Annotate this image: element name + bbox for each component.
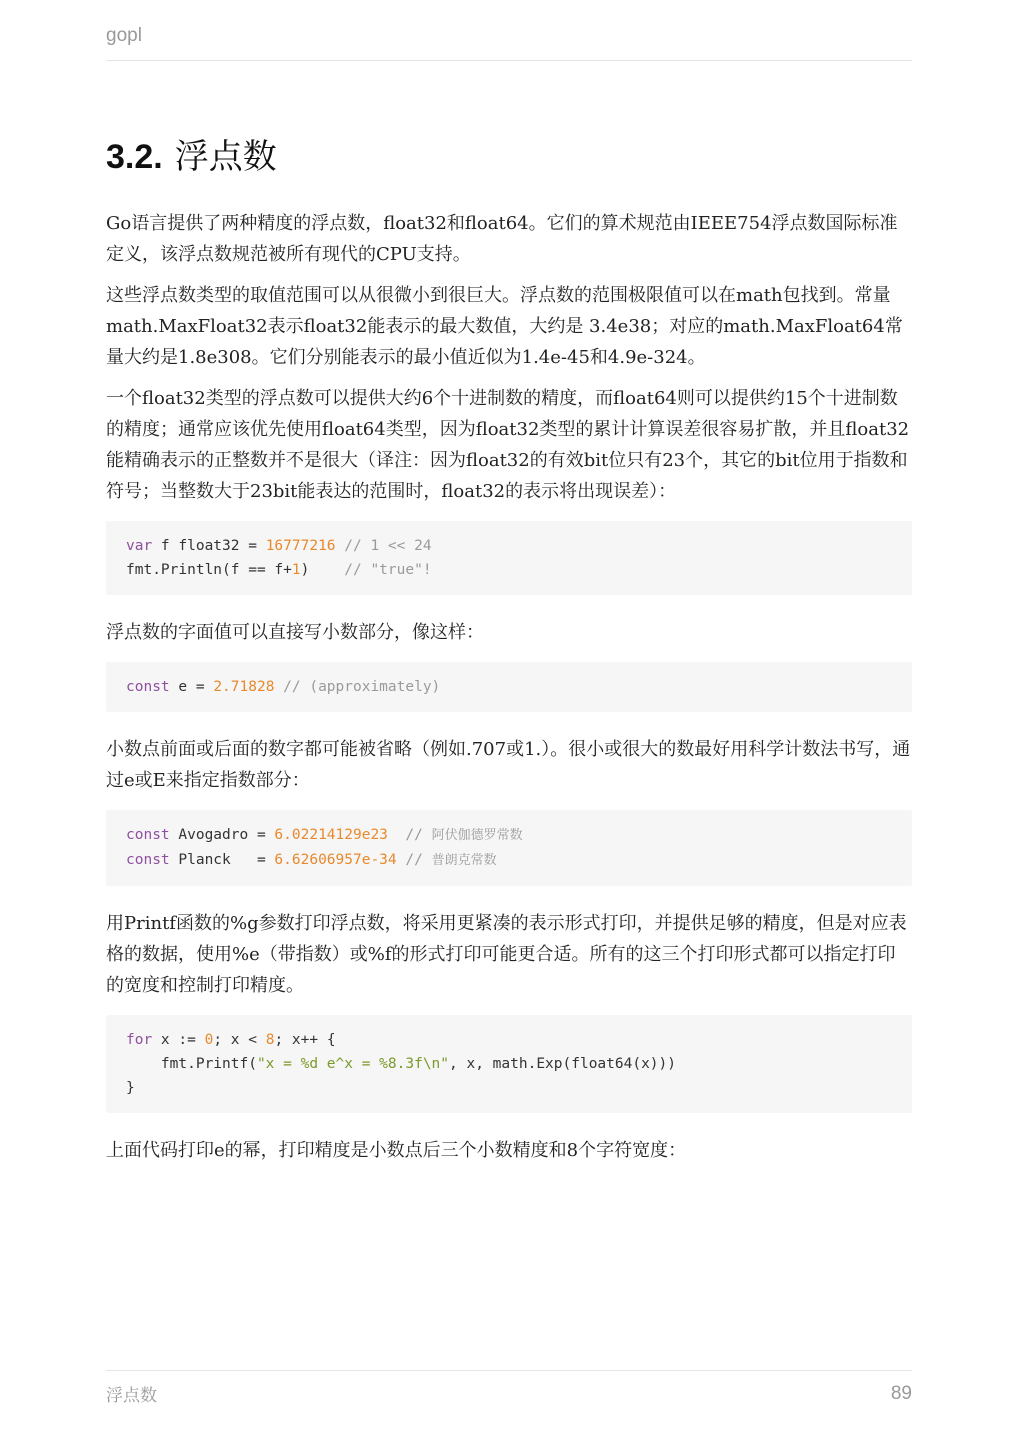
- code-text: f float32 =: [152, 538, 266, 554]
- code-text: fmt.Printf(: [126, 1056, 257, 1072]
- code-keyword: for: [126, 1032, 153, 1048]
- code-block-constants: [106, 810, 912, 886]
- code-number: 16777216: [265, 538, 336, 554]
- code-text: fmt.Println(f == f+: [126, 562, 292, 578]
- paragraph-intro: Go语言提供了两种精度的浮点数，float32和float64。它们的算术规范由IEEE754浮点数国际标准定义，该浮点数规范被所有现代的CPU支持。: [106, 213, 898, 265]
- code-comment: //: [387, 827, 432, 843]
- code-text: ; x++ {: [274, 1032, 336, 1048]
- paragraph-printf: 用Printf函数的%g参数打印浮点数，将采用更紧凑的表示形式打印，并提供足够的精度，但是对应表格的数据，使用%e（带指数）或%f的形式打印可能更合适。所有的这三个打印形式都可以指定打印的宽度和控制打印精度。: [106, 913, 907, 996]
- code-text: x :=: [152, 1032, 205, 1048]
- paragraph-literal: 浮点数的字面值可以直接写小数部分，像这样：: [106, 622, 484, 643]
- paragraph-precision: 一个float32类型的浮点数可以提供大约6个十进制数的精度，而float64则可以提供约15个十进制数的精度；通常应该优先使用float64类型，因为float32类型的累计计算误差很容易扩散，并且float32能精确表示的正整数并不是很大（译注：因为float32的有效bit位只有23个，其它的bit位用于指数和符号；当整数大于23bit能表达的范围时，float32的表示将出现误差）：: [106, 388, 910, 502]
- code-block-loop: [106, 1015, 912, 1113]
- code-block-const-e: [106, 662, 912, 712]
- section-heading: [106, 134, 912, 180]
- code-number: 6.62606957e-34: [274, 852, 397, 868]
- section-title: 浮点数: [174, 137, 277, 177]
- code-text: }: [126, 1080, 135, 1096]
- main-content: [106, 134, 912, 1176]
- page-footer: [106, 1370, 912, 1421]
- code-comment: // 1 << 24: [335, 538, 432, 554]
- paragraph-range: 这些浮点数类型的取值范围可以从很微小到很巨大。浮点数的范围极限值可以在math包找到。常量math.MaxFloat32表示float32能表示的最大数值，大约是 3.4e38；对应的math.MaxFloat64常量大约是1.8e308。它们分别能表示的最小值近似为1.4e-45和4.9e-324。: [106, 285, 903, 368]
- code-comment: // (approximately): [274, 679, 441, 695]
- code-text: Avogadro =: [169, 827, 275, 843]
- code-number: 8: [265, 1032, 275, 1048]
- code-number: 0: [204, 1032, 214, 1048]
- code-comment: //: [396, 852, 432, 868]
- code-block-float32: [106, 521, 912, 595]
- code-number: 2.71828: [213, 679, 275, 695]
- code-comment-cjk: 阿伏伽德罗常数: [431, 828, 523, 843]
- code-keyword: var: [126, 538, 153, 554]
- paragraph-scientific: 小数点前面或后面的数字都可能被省略（例如.707或1.）。很小或很大的数最好用科学计数法书写，通过e或E来指定指数部分：: [106, 739, 911, 791]
- code-text: Planck =: [169, 852, 275, 868]
- code-number: 6.02214129e23: [274, 827, 388, 843]
- code-keyword: const: [126, 679, 170, 695]
- code-keyword: const: [126, 852, 170, 868]
- code-text: ): [300, 562, 345, 578]
- page-header: [106, 24, 912, 61]
- code-text: e =: [169, 679, 214, 695]
- footer-section-name: 浮点数: [106, 1386, 157, 1406]
- code-text: , x, math.Exp(float64(x))): [449, 1056, 676, 1072]
- page-number: 89: [890, 1383, 912, 1404]
- code-text: ; x <: [213, 1032, 266, 1048]
- code-number: 1: [291, 562, 301, 578]
- code-comment-cjk: 普朗克常数: [431, 853, 497, 868]
- paragraph-output: 上面代码打印e的幂，打印精度是小数点后三个小数精度和8个字符宽度：: [106, 1140, 687, 1161]
- book-title: gopl: [106, 25, 142, 46]
- code-comment: // "true"!: [344, 562, 432, 578]
- section-number: 3.2.: [106, 138, 163, 176]
- code-string: "x = %d e^x = %8.3f\n": [256, 1056, 450, 1072]
- code-keyword: const: [126, 827, 170, 843]
